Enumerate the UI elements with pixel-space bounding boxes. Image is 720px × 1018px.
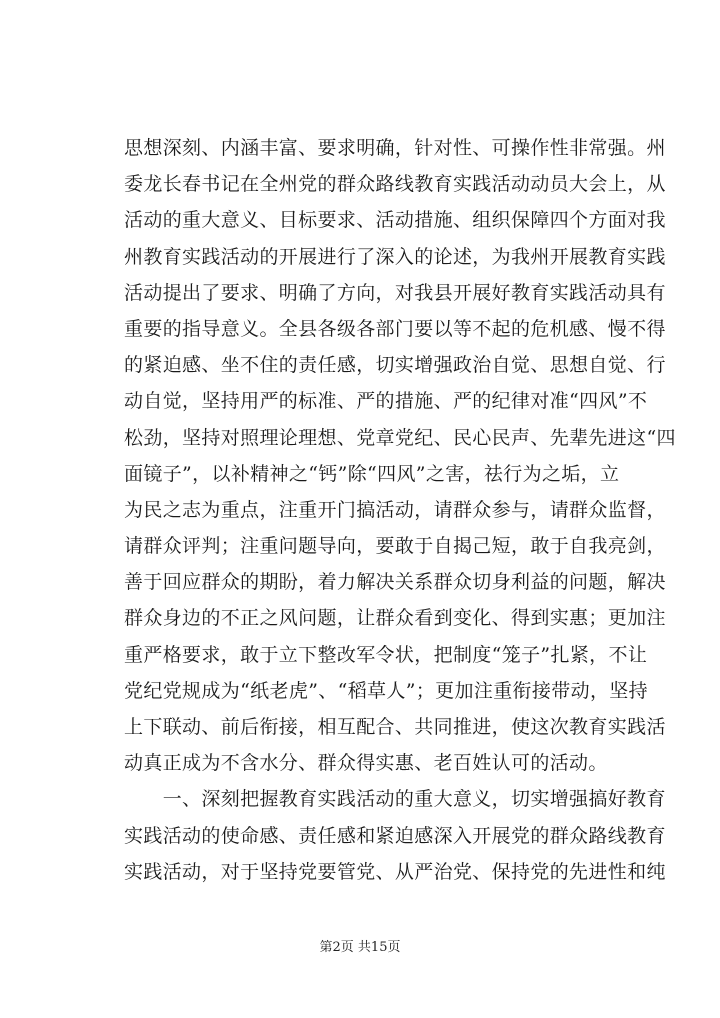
page-footer: 第2页 共15页 — [319, 940, 401, 955]
text-line: 善于回应群众的期盼，着力解决关系群众切身利益的问题，解决 — [124, 571, 666, 594]
text-line: 松劲，坚持对照理论理想、党章党纪、民心民声、先辈先进这“四 — [124, 426, 676, 449]
text-line: 的紧迫感、坐不住的责任感，切实增强政治自觉、思想自觉、行 — [124, 354, 666, 377]
text-line: 面镜子”，以补精神之“钙”除“四风”之害，祛行为之垢，立 — [124, 462, 620, 485]
text-line: 州教育实践活动的开展进行了深入的论述，为我州开展教育实践 — [124, 245, 666, 268]
text-line: 动自觉，坚持用严的标准、严的措施、严的纪律对准“四风”不 — [124, 390, 648, 413]
text-line: 群众身边的不正之风问题，让群众看到变化、得到实惠；更加注 — [124, 607, 666, 630]
text-line: 活动的重大意义、目标要求、活动措施、组织保障四个方面对我 — [124, 209, 666, 232]
body-text — [124, 130, 676, 890]
text-line: 活动提出了要求、明确了方向，对我县开展好教育实践活动具有 — [124, 281, 666, 304]
text-line: 重严格要求，敢于立下整改军令状，把制度“笼子”扎紧，不让 — [124, 643, 648, 666]
text-line: 上下联动、前后衔接，相互配合、共同推进，使这次教育实践活 — [124, 716, 666, 738]
text-line: 为民之志为重点，注重开门搞活动，请群众参与，请群众监督， — [124, 498, 666, 521]
text-line: 思想深刻、内涵丰富、要求明确，针对性、可操作性非常强。州 — [124, 137, 666, 159]
text-line: 委龙长春书记在全州党的群众路线教育实践活动动员大会上，从 — [124, 173, 666, 196]
text-line: 动真正成为不含水分、群众得实惠、老百姓认可的活动。 — [124, 752, 608, 775]
text-line: 重要的指导意义。全县各级各部门要以等不起的危机感、慢不得 — [124, 317, 666, 340]
text-line: 党纪党规成为“纸老虎”、“稻草人”；更加注重衔接带动，坚持 — [124, 679, 649, 702]
text-line: 实践活动的使命感、责任感和紧迫感深入开展党的群众路线教育 — [124, 824, 666, 847]
text-line: 请群众评判；注重问题导向，要敢于自揭己短，敢于自我亮剑， — [124, 535, 666, 558]
section-heading-line: 一、深刻把握教育实践活动的重大意义，切实增强搞好教育 — [124, 788, 666, 811]
text-line: 实践活动，对于坚持党要管党、从严治党、保持党的先进性和纯 — [124, 860, 666, 883]
